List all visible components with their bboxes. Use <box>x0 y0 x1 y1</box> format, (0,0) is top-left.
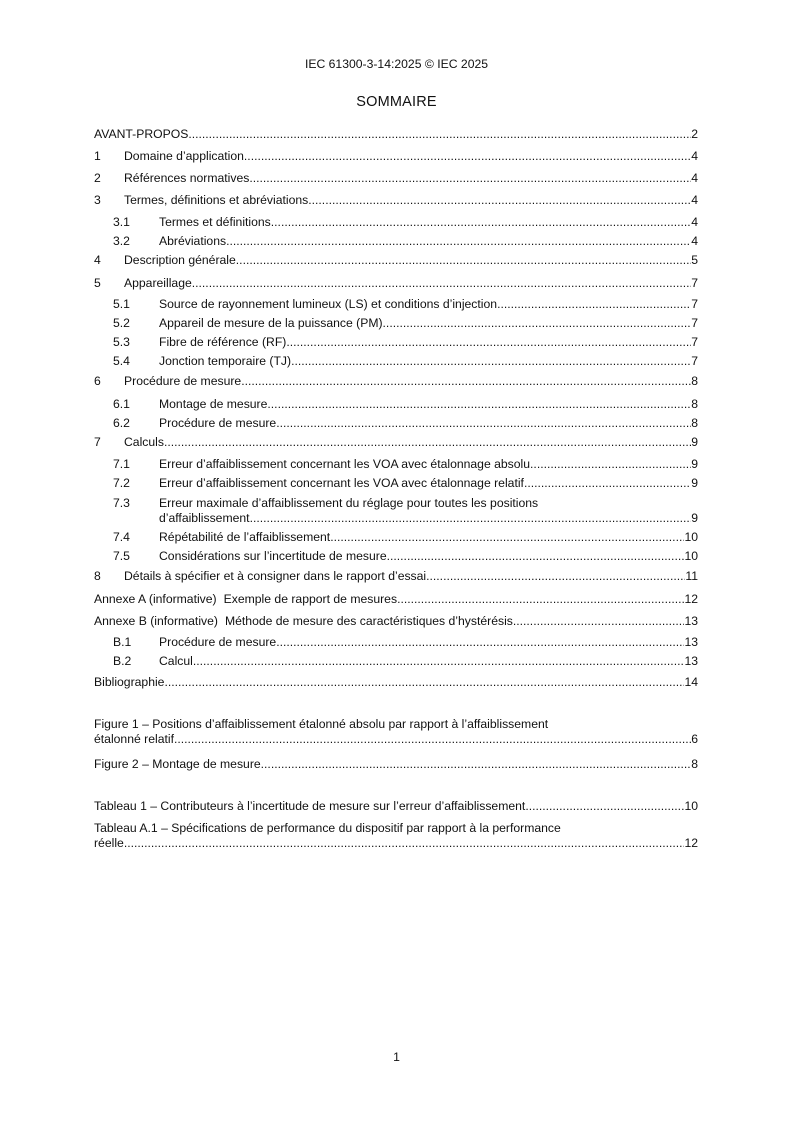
dot-leader <box>267 397 691 412</box>
entry-number: 5.4 <box>113 354 130 368</box>
page-ref: 4 <box>691 149 698 163</box>
page-ref: 10 <box>684 799 698 813</box>
entry-label: Appareil de mesure de la puissance (PM) <box>159 316 383 330</box>
dot-leader <box>497 297 691 312</box>
page-ref: 5 <box>691 253 698 267</box>
toc-entry[interactable] <box>94 335 698 350</box>
entry-number: 7.1 <box>113 457 130 471</box>
annex-prefix: Annexe B (informative) <box>94 614 218 628</box>
entry-label: Calcul <box>159 654 193 668</box>
toc-entry[interactable] <box>94 234 698 249</box>
toc-entry[interactable] <box>94 149 698 164</box>
dot-leader <box>383 316 692 331</box>
page-ref: 4 <box>691 171 698 185</box>
toc-entry[interactable] <box>94 316 698 331</box>
toc-entry[interactable] <box>94 530 698 545</box>
entry-label: Fibre de référence (RF) <box>159 335 287 349</box>
entry-label: Méthode de mesure des caractéristiques d’hystérésis <box>224 614 513 628</box>
entry-label: Exemple de rapport de mesures <box>223 592 398 606</box>
toc-entry[interactable] <box>94 276 698 291</box>
page-ref: 4 <box>691 193 698 207</box>
entry-label-continuation: d’affaiblissement <box>159 511 250 525</box>
toc-entry[interactable] <box>94 416 698 431</box>
dot-leader <box>397 592 684 607</box>
page-ref: 4 <box>691 215 698 229</box>
entry-label: Tableau A.1 – Spécifications de performance du dispositif par rapport à la performance <box>94 821 561 835</box>
entry-number: B.1 <box>113 635 132 649</box>
dot-leader <box>291 354 691 369</box>
dot-leader <box>387 549 685 564</box>
entry-number: 7.4 <box>113 530 130 544</box>
entry-number: 7.5 <box>113 549 130 563</box>
entry-label: Domaine d’application <box>124 149 244 163</box>
dot-leader <box>192 276 691 291</box>
toc-entry[interactable] <box>94 127 698 142</box>
entry-number: 6 <box>94 374 101 388</box>
dot-leader <box>249 171 691 186</box>
dot-leader <box>525 799 684 814</box>
entry-label: Montage de mesure <box>159 397 268 411</box>
page-title: SOMMAIRE <box>356 94 437 110</box>
entry-label: Erreur d’affaiblissement concernant les VOA avec étalonnage absolu <box>159 457 531 471</box>
page-ref: 14 <box>684 675 698 689</box>
entry-label: Calculs <box>124 435 164 449</box>
entry-label: Erreur maximale d’affaiblissement du réglage pour toutes les positions <box>159 496 539 510</box>
figure-entry[interactable] <box>94 757 698 772</box>
toc-entry[interactable] <box>94 635 698 650</box>
entry-label-continuation: étalonné relatif <box>94 732 174 746</box>
dot-leader <box>261 757 692 772</box>
dot-leader <box>530 457 691 472</box>
document-header: IEC 61300-3-14:2025 © IEC 2025 <box>304 57 489 71</box>
entry-label: AVANT-PROPOS <box>94 127 189 141</box>
page-number: 1 <box>393 1050 400 1064</box>
toc-entry[interactable] <box>94 297 698 312</box>
page-ref: 9 <box>691 476 698 490</box>
dot-leader <box>164 435 691 450</box>
entry-number: 3.1 <box>113 215 130 229</box>
entry-label: Bibliographie <box>94 675 165 689</box>
dot-leader <box>286 335 691 350</box>
toc-entry[interactable] <box>94 549 698 564</box>
entry-number: 5.2 <box>113 316 130 330</box>
entry-label: Appareillage <box>124 276 192 290</box>
dot-leader <box>276 635 684 650</box>
entry-number: 7.3 <box>113 496 130 510</box>
toc-entry[interactable] <box>94 675 698 690</box>
dot-leader <box>244 149 691 164</box>
entry-label: Termes et définitions <box>159 215 271 229</box>
dot-leader <box>330 530 684 545</box>
toc-entry[interactable] <box>94 614 698 629</box>
page-ref: 13 <box>684 614 698 628</box>
page-ref: 8 <box>691 374 698 388</box>
entry-label: Procédure de mesure <box>159 416 277 430</box>
entry-number: 4 <box>94 253 101 267</box>
entry-number: 5 <box>94 276 101 290</box>
page-ref: 7 <box>691 276 698 290</box>
entry-label-continuation: réelle <box>94 836 124 850</box>
toc-entry[interactable] <box>94 374 698 389</box>
dot-leader <box>513 614 685 629</box>
entry-label: Figure 2 – Montage de mesure <box>94 757 261 771</box>
page-ref: 7 <box>691 297 698 311</box>
entry-number: B.2 <box>113 654 132 668</box>
page-ref: 13 <box>684 635 698 649</box>
page-ref: 7 <box>691 354 698 368</box>
entry-label: Procédure de mesure <box>124 374 242 388</box>
entry-number: 2 <box>94 171 101 185</box>
toc-entry[interactable] <box>94 592 698 607</box>
toc-entry[interactable] <box>94 476 698 491</box>
toc-entry[interactable] <box>94 569 698 584</box>
toc-entry[interactable] <box>94 171 698 186</box>
dot-leader <box>308 193 691 208</box>
entry-number: 3 <box>94 193 101 207</box>
page-ref: 9 <box>691 457 698 471</box>
dot-leader <box>124 836 685 851</box>
dot-leader <box>193 654 685 669</box>
page-ref: 12 <box>684 836 698 850</box>
entry-number: 5.1 <box>113 297 130 311</box>
dot-leader <box>241 374 691 389</box>
entry-label: Références normatives <box>124 171 250 185</box>
toc-entry[interactable] <box>94 215 698 230</box>
toc-entry[interactable] <box>94 496 698 526</box>
toc-entry[interactable] <box>94 435 698 450</box>
toc-entry[interactable] <box>94 193 698 208</box>
page-ref: 9 <box>691 435 698 449</box>
entry-label: Tableau 1 – Contributeurs à l’incertitude de mesure sur l’erreur d’affaiblissement <box>94 799 526 813</box>
entry-label: Jonction temporaire (TJ) <box>159 354 292 368</box>
toc-entry[interactable] <box>94 397 698 412</box>
page-ref: 13 <box>684 654 698 668</box>
dot-leader <box>276 416 691 431</box>
dot-leader <box>250 511 692 526</box>
entry-number: 1 <box>94 149 101 163</box>
page-ref: 4 <box>691 234 698 248</box>
entry-label: Procédure de mesure <box>159 635 277 649</box>
entry-label: Détails à spécifier et à consigner dans le rapport d’essai <box>124 569 427 583</box>
entry-label: Répétabilité de l’affaiblissement <box>159 530 331 544</box>
annex-prefix: Annexe A (informative) <box>94 592 217 606</box>
toc-entry[interactable] <box>94 654 698 669</box>
dot-leader <box>174 732 691 747</box>
page-ref: 8 <box>691 397 698 411</box>
page-ref: 10 <box>684 549 698 563</box>
entry-label: Considérations sur l’incertitude de mesure <box>159 549 387 563</box>
entry-label: Erreur d’affaiblissement concernant les VOA avec étalonnage relatif <box>159 476 524 490</box>
table-entry[interactable] <box>94 799 698 814</box>
page-ref: 10 <box>684 530 698 544</box>
page-ref: 12 <box>684 592 698 606</box>
page-ref: 8 <box>691 757 698 771</box>
entry-number: 6.1 <box>113 397 130 411</box>
page-ref: 2 <box>691 127 698 141</box>
dot-leader <box>236 253 691 268</box>
dot-leader <box>164 675 684 690</box>
page-ref: 7 <box>691 335 698 349</box>
toc-entry[interactable] <box>94 457 698 472</box>
page-ref: 11 <box>685 569 698 583</box>
entry-number: 7.2 <box>113 476 130 490</box>
entry-number: 3.2 <box>113 234 130 248</box>
dot-leader <box>426 569 685 584</box>
toc-entry[interactable] <box>94 253 698 268</box>
page-ref: 9 <box>691 511 698 525</box>
entry-number: 7 <box>94 435 101 449</box>
page-ref: 6 <box>691 732 698 746</box>
entry-label: Source de rayonnement lumineux (LS) et conditions d’injection <box>159 297 498 311</box>
entry-label: Abréviations <box>159 234 227 248</box>
entry-number: 5.3 <box>113 335 130 349</box>
page-ref: 8 <box>691 416 698 430</box>
entry-number: 6.2 <box>113 416 130 430</box>
dot-leader <box>524 476 691 491</box>
entry-label: Termes, définitions et abréviations <box>124 193 309 207</box>
table-entry[interactable] <box>94 821 698 851</box>
entry-label: Description générale <box>124 253 236 267</box>
page-ref: 7 <box>691 316 698 330</box>
entry-label: Figure 1 – Positions d’affaiblissement étalonné absolu par rapport à l’affaiblissement <box>94 717 549 731</box>
entry-number: 8 <box>94 569 101 583</box>
dot-leader <box>226 234 691 249</box>
figure-entry[interactable] <box>94 717 698 747</box>
toc-entry[interactable] <box>94 354 698 369</box>
dot-leader <box>271 215 691 230</box>
dot-leader <box>188 127 691 142</box>
